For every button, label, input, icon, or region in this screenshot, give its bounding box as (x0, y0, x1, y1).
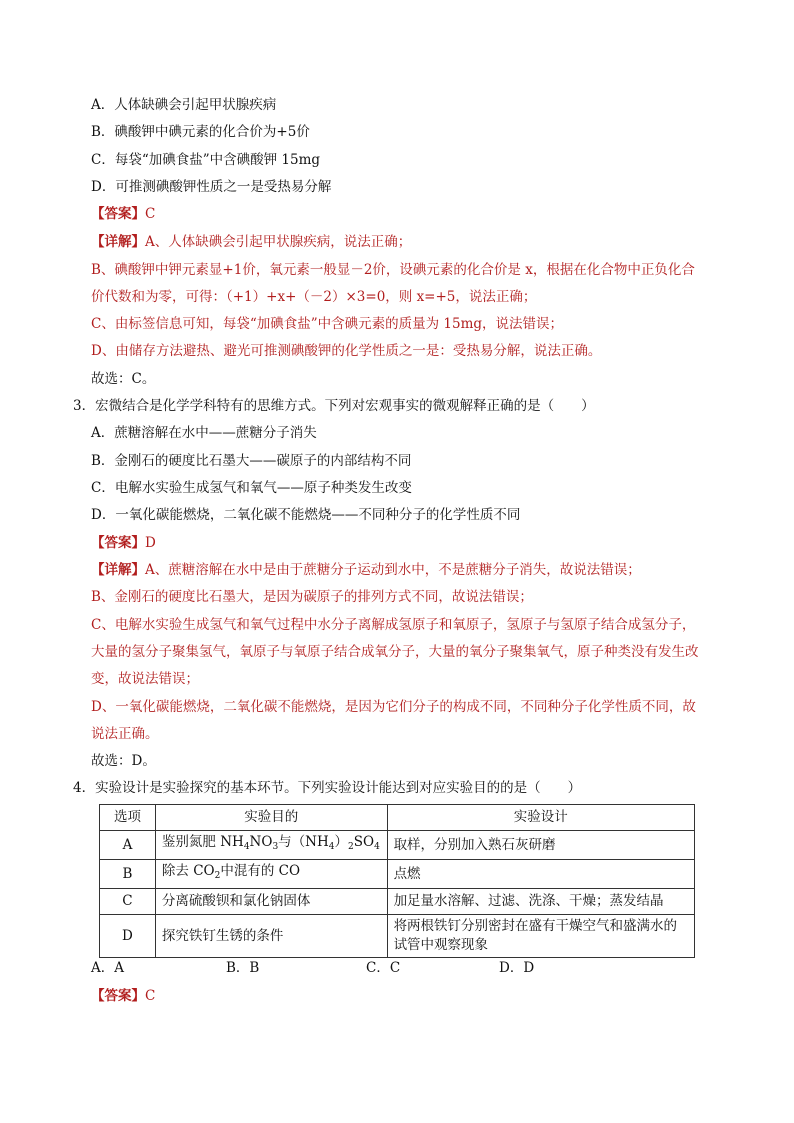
q4-choice-d: D．D (499, 960, 535, 976)
table-cell-option: D (100, 915, 156, 958)
table-header-row (100, 805, 695, 831)
table-cell-design: 点燃 (387, 860, 694, 889)
table-cell-design: 加足量水溶解、过滤、洗涤、干燥；蒸发结晶 (387, 889, 694, 915)
table-header: 选项 (100, 805, 156, 831)
table-cell-purpose: 鉴别氮肥 $NH_4NO_3$与$(NH_4)_2SO_4$ (155, 831, 387, 860)
answer-tag: 【答案】 (91, 206, 145, 222)
q3-detail-c3: 变，故说法错误； (91, 671, 199, 687)
detail-tag: 【详解】 (91, 234, 145, 250)
table-cell-purpose: 探究铁钉生锈的条件 (155, 915, 387, 958)
answer-value: C (145, 206, 156, 222)
detail-text: A、人体缺碘会引起甲状腺疾病，说法正确； (145, 234, 412, 250)
q3-detail-d1: D、一氧化碳能燃烧，二氧化碳不能燃烧，是因为它们分子的构成不同，不同种分子化学性质不同，故 (91, 699, 696, 715)
q4-choice-a: A．A (91, 960, 124, 976)
q2-detail-b1: B、碘酸钾中钾元素显+1价，氧元素一般显－2价，设碘元素的化合价是 x，根据在化合物中正负化合 (91, 262, 695, 278)
table-cell-design: 将两根铁钉分别密封在盛有干燥空气和盛满水的 试管中观察现象 (387, 915, 694, 958)
q3-detail-c2: 大量的氢分子聚集氢气，氧原子与氧原子结合成氧分子，大量的氧分子聚集氧气，原子种类没有发生改 (91, 644, 699, 660)
answer-value: D (145, 535, 156, 551)
answer-value: C (145, 988, 156, 1004)
q3-option-a: A．蔗糖溶解在水中——蔗糖分子消失 (91, 425, 317, 441)
table-row (100, 889, 695, 915)
table-cell-design: 取样，分别加入熟石灰研磨 (387, 831, 694, 860)
q2-answer-line (91, 204, 155, 224)
table-cell-option: C (100, 889, 156, 915)
q3-conclusion: 故选：D。 (91, 753, 156, 769)
table-cell-purpose: 分离硫酸钡和氯化钠固体 (155, 889, 387, 915)
q4-answer-line (91, 986, 155, 1006)
table-cell-option: A (100, 831, 156, 860)
q2-option-d: D．可推测碘酸钾性质之一是受热易分解 (91, 179, 332, 195)
q3-stem: 3．宏微结合是化学学科特有的思维方式。下列对宏观事实的微观解释正确的是（ ） (73, 398, 595, 414)
table-cell-option: B (100, 860, 156, 889)
q3-detail-a (91, 560, 641, 580)
q2-option-c: C．每袋“加碘食盐”中含碘酸钾 15mg (91, 152, 321, 168)
q3-detail-d2: 说法正确。 (91, 726, 159, 742)
q3-option-d: D．一氧化碳能燃烧，二氧化碳不能燃烧——不同种分子的化学性质不同 (91, 507, 521, 523)
table-header: 实验设计 (387, 805, 694, 831)
q2-option-a: A．人体缺碘会引起甲状腺疾病 (91, 97, 277, 113)
q3-detail-c1: C、电解水实验生成氢气和氧气过程中水分子离解成氢原子和氧原子，氢原子与氢原子结合成氢分子， (91, 617, 696, 633)
q2-detail-b2: 价代数和为零，可得：（+1）+x+（－2）×3=0，则 x=+5，说法正确； (91, 289, 537, 305)
table-header: 实验目的 (155, 805, 387, 831)
q2-detail-c: C、由标签信息可知，每袋“加碘食盐”中含碘元素的质量为 15mg，说法错误； (91, 316, 564, 332)
q3-option-c: C．电解水实验生成氢气和氧气——原子种类发生改变 (91, 480, 412, 496)
q3-detail-b: B、金刚石的硬度比石墨大，是因为碳原子的排列方式不同，故说法错误； (91, 589, 533, 605)
q4-choice-b: B．B (226, 960, 260, 976)
detail-text: A、蔗糖溶解在水中是由于蔗糖分子运动到水中，不是蔗糖分子消失，故说法错误； (145, 562, 641, 578)
q3-option-b: B．金刚石的硬度比石墨大——碳原子的内部结构不同 (91, 453, 412, 469)
answer-tag: 【答案】 (91, 988, 145, 1004)
table-row (100, 915, 695, 958)
q2-conclusion: 故选：C。 (91, 371, 156, 387)
q2-option-b: B．碘酸钾中碘元素的化合价为+5价 (91, 124, 310, 140)
experiment-table (99, 804, 695, 958)
table-row (100, 831, 695, 860)
answer-tag: 【答案】 (91, 535, 145, 551)
q2-detail-a (91, 232, 411, 252)
q2-detail-d: D、由储存方法避热、避光可推测碘酸钾的化学性质之一是：受热易分解，说法正确。 (91, 343, 602, 359)
q4-stem: 4．实验设计是实验探究的基本环节。下列实验设计能达到对应实验目的的是（ ） (73, 780, 582, 796)
q3-answer-line (91, 533, 156, 553)
detail-tag: 【详解】 (91, 562, 145, 578)
table-cell-purpose: 除去 $CO_2$中混有的 CO (155, 860, 387, 889)
q4-choice-c: C．C (366, 960, 401, 976)
table-row (100, 860, 695, 889)
